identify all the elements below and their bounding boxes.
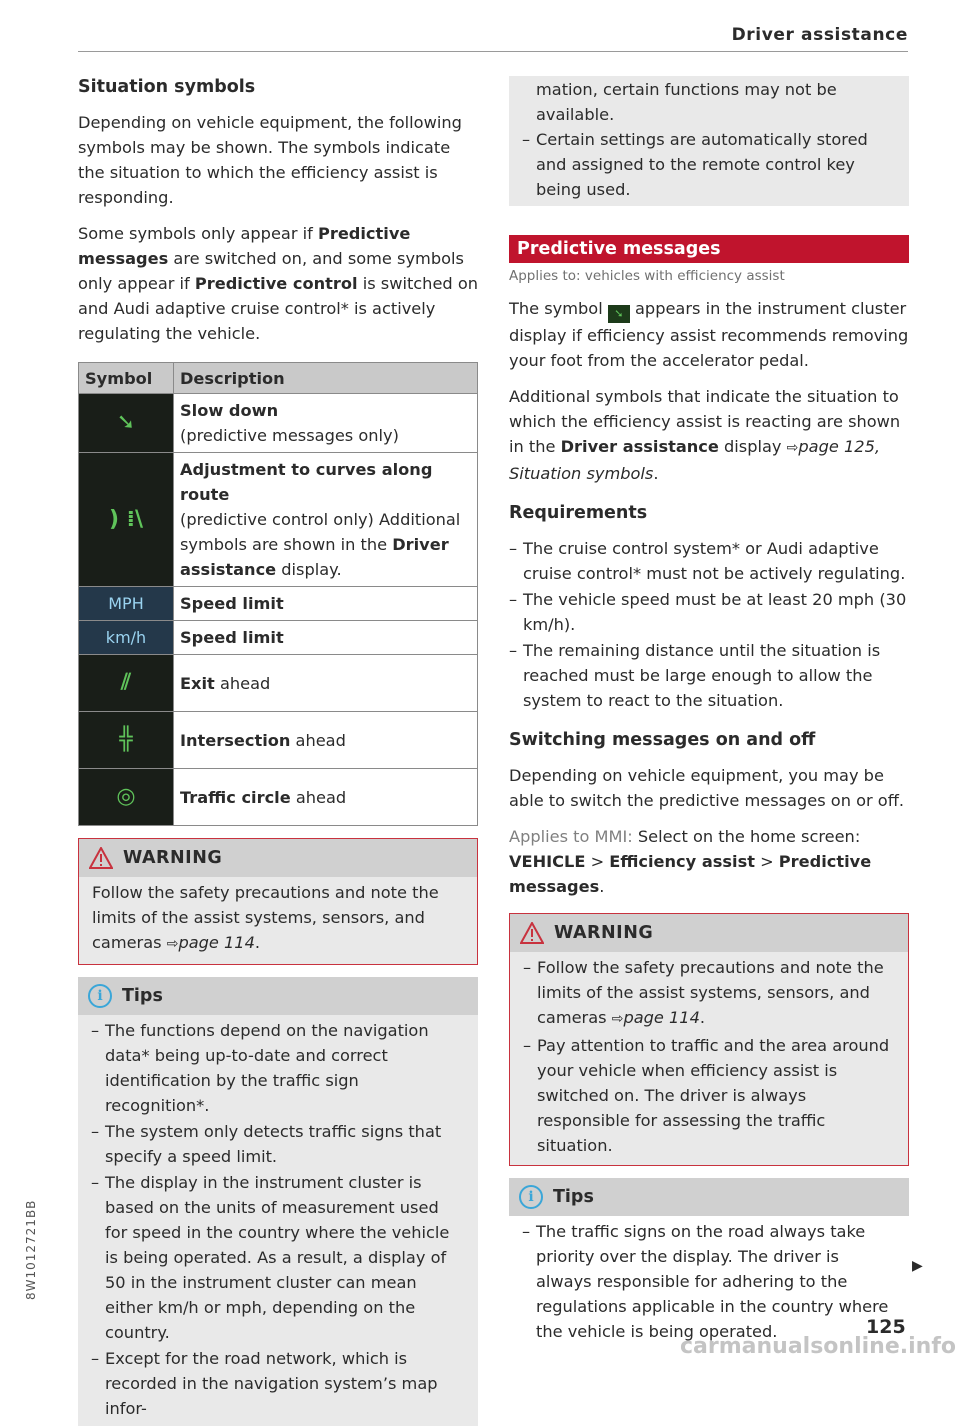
switching-paragraph: Depending on vehicle equipment, you may be able to switch the predictive messages on or off. — [509, 766, 905, 810]
efficiency-assist-symbol-icon: ➘ — [608, 305, 630, 323]
list-item: – The cruise control system* or Audi adaptive cruise control* must not be actively regulating. — [509, 536, 909, 586]
page-number: 125 — [866, 1316, 906, 1338]
table-row — [79, 769, 478, 826]
mmi-path: Applies to MMI: Select on the home screen: VEHICLE > Efficiency assist > Predictive messages. — [509, 827, 872, 896]
kmh-unit-icon: km/h — [105, 628, 147, 647]
page-arrow-icon: ⇨ — [611, 1011, 624, 1027]
description-cell: Speed limit — [174, 587, 478, 621]
tips-list — [91, 1018, 465, 1421]
warning-box — [78, 838, 478, 965]
warning-box — [509, 913, 909, 1166]
left-column — [78, 70, 478, 1426]
description-cell: Intersection ahead — [174, 712, 478, 769]
symbol-cell — [79, 712, 174, 769]
page-ref-link[interactable]: page 125, Situation symbols — [509, 437, 881, 483]
list-item: – Pay attention to traffic and the area around your vehicle when efficiency assist is switched on. The driver is always responsible for assessing the traffic situation. — [523, 1033, 895, 1158]
page-ref-link[interactable]: page 114 — [178, 933, 255, 952]
list-item: – Except for the road network, which is recorded in the navigation system’s map infor- — [91, 1346, 465, 1421]
running-header: Driver assistance — [731, 25, 908, 45]
symbol-cell — [79, 769, 174, 826]
page-ref-link[interactable]: page 114 — [623, 1008, 700, 1027]
warning-triangle-icon — [520, 922, 544, 944]
requirements-heading: Requirements — [509, 503, 648, 523]
page-arrow-icon: ⇨ — [786, 440, 799, 456]
situation-symbols-heading: Situation symbols — [78, 77, 256, 97]
table-row — [79, 453, 478, 587]
curve-icon: ) ⁞\ — [108, 506, 144, 532]
tips-box — [509, 1178, 909, 1349]
symbol-table — [78, 362, 478, 826]
warning-title: WARNING — [123, 848, 223, 868]
symbol-cell — [79, 587, 174, 621]
list-item: – The remaining distance until the situation is reached must be large enough to allow the system to react to the situation. — [509, 638, 909, 713]
warning-body: Follow the safety precautions and note the limits of the assist systems, sensors, and cameras ⇨page 114. — [79, 877, 477, 964]
tips-continuation — [509, 76, 909, 206]
list-item: – The traffic signs on the road always take priority over the display. The driver is always responsible for adhering to the regulations applicable in the country where the vehicle is being operated. — [522, 1219, 896, 1344]
mph-unit-icon: MPH — [108, 594, 144, 613]
applies-to-note: Applies to: vehicles with efficiency assist — [509, 268, 785, 284]
symbol-cell — [79, 655, 174, 712]
list-item: – Certain settings are automatically stored and assigned to the remote control key being used. — [522, 127, 896, 202]
table-row — [79, 394, 478, 453]
slow-down-icon: ➘ — [116, 410, 136, 435]
warning-header — [510, 914, 908, 952]
exit-icon: ⫽ — [121, 670, 131, 695]
tips-box — [78, 977, 478, 1426]
table-row — [79, 712, 478, 769]
header-description: Description — [174, 363, 478, 394]
warning-header — [79, 839, 477, 877]
document-code: 8W1012721BB — [24, 1199, 38, 1300]
list-item: – The functions depend on the navigation data* being up-to-date and correct identification by the traffic sign recognition*. — [91, 1018, 465, 1118]
symbol-cell — [79, 453, 174, 587]
watermark: carmanualsonline.info — [680, 1334, 956, 1359]
traffic-circle-icon: ◎ — [116, 784, 136, 809]
info-icon: i — [519, 1185, 543, 1209]
description-cell: Adjustment to curves along route (predictive control only) Additional symbols are shown in the Driver assistance display. — [174, 453, 478, 587]
continue-arrow-icon: ▶ — [912, 1258, 923, 1274]
list-item: – The display in the instrument cluster is based on the units of measurement used for speed in the country where the vehicle is being operated. As a result, a display of 50 in the instrument cluster can mean either km/h or mph, depending on the country. — [91, 1170, 465, 1345]
predictive-messages-heading: Predictive messages — [509, 235, 909, 263]
warning-triangle-icon — [89, 847, 113, 869]
table-row — [79, 621, 478, 655]
description-cell: Exit ahead — [174, 655, 478, 712]
right-column — [509, 76, 909, 1349]
list-item: – The system only detects traffic signs that specify a speed limit. — [91, 1119, 465, 1169]
table-row — [79, 655, 478, 712]
tips-body — [78, 1015, 478, 1426]
situation-intro-paragraph: Depending on vehicle equipment, the following symbols may be shown. The symbols indicate the situation to which the efficiency assist is responding. — [78, 113, 462, 207]
description-cell: Speed limit — [174, 621, 478, 655]
tips-title: Tips — [122, 986, 163, 1006]
situation-detail-paragraph: Some symbols only appear if Predictive messages are switched on, and some symbols only appear if Predictive control is switched on and Audi adaptive cruise control* is actively regulating the vehicle. — [78, 224, 478, 343]
requirements-list — [509, 536, 909, 713]
table-header-row — [79, 363, 478, 394]
continued-text: mation, certain functions may not be available. — [536, 80, 837, 124]
list-item: – Follow the safety precautions and note the limits of the assist systems, sensors, and cameras ⇨page 114. — [523, 955, 895, 1032]
tips-header — [509, 1178, 909, 1216]
intersection-icon: ╬ — [119, 727, 133, 752]
info-icon: i — [88, 984, 112, 1008]
header-symbol: Symbol — [79, 363, 174, 394]
description-cell: Traffic circle ahead — [174, 769, 478, 826]
warning-body — [510, 952, 908, 1165]
table-row — [79, 587, 478, 621]
symbol-cell — [79, 621, 174, 655]
tips-header — [78, 977, 478, 1015]
header-rule — [78, 51, 908, 52]
list-item: – The vehicle speed must be at least 20 mph (30 km/h). — [509, 587, 909, 637]
warning-title: WARNING — [554, 923, 654, 943]
page-arrow-icon: ⇨ — [166, 936, 179, 952]
description-cell: Slow down (predictive messages only) — [174, 394, 478, 453]
predictive-paragraph-2: Additional symbols that indicate the situation to which the efficiency assist is reacting are shown in the Driver assistance display ⇨page 125, Situation symbols. — [509, 387, 901, 483]
symbol-cell — [79, 394, 174, 453]
switching-heading: Switching messages on and off — [509, 730, 816, 750]
predictive-paragraph-1: The symbol ➘ appears in the instrument cluster display if efficiency assist recommends removing your foot from the accelerator pedal. — [509, 299, 909, 370]
tips-title: Tips — [553, 1187, 594, 1207]
tips-body — [509, 1216, 909, 1349]
